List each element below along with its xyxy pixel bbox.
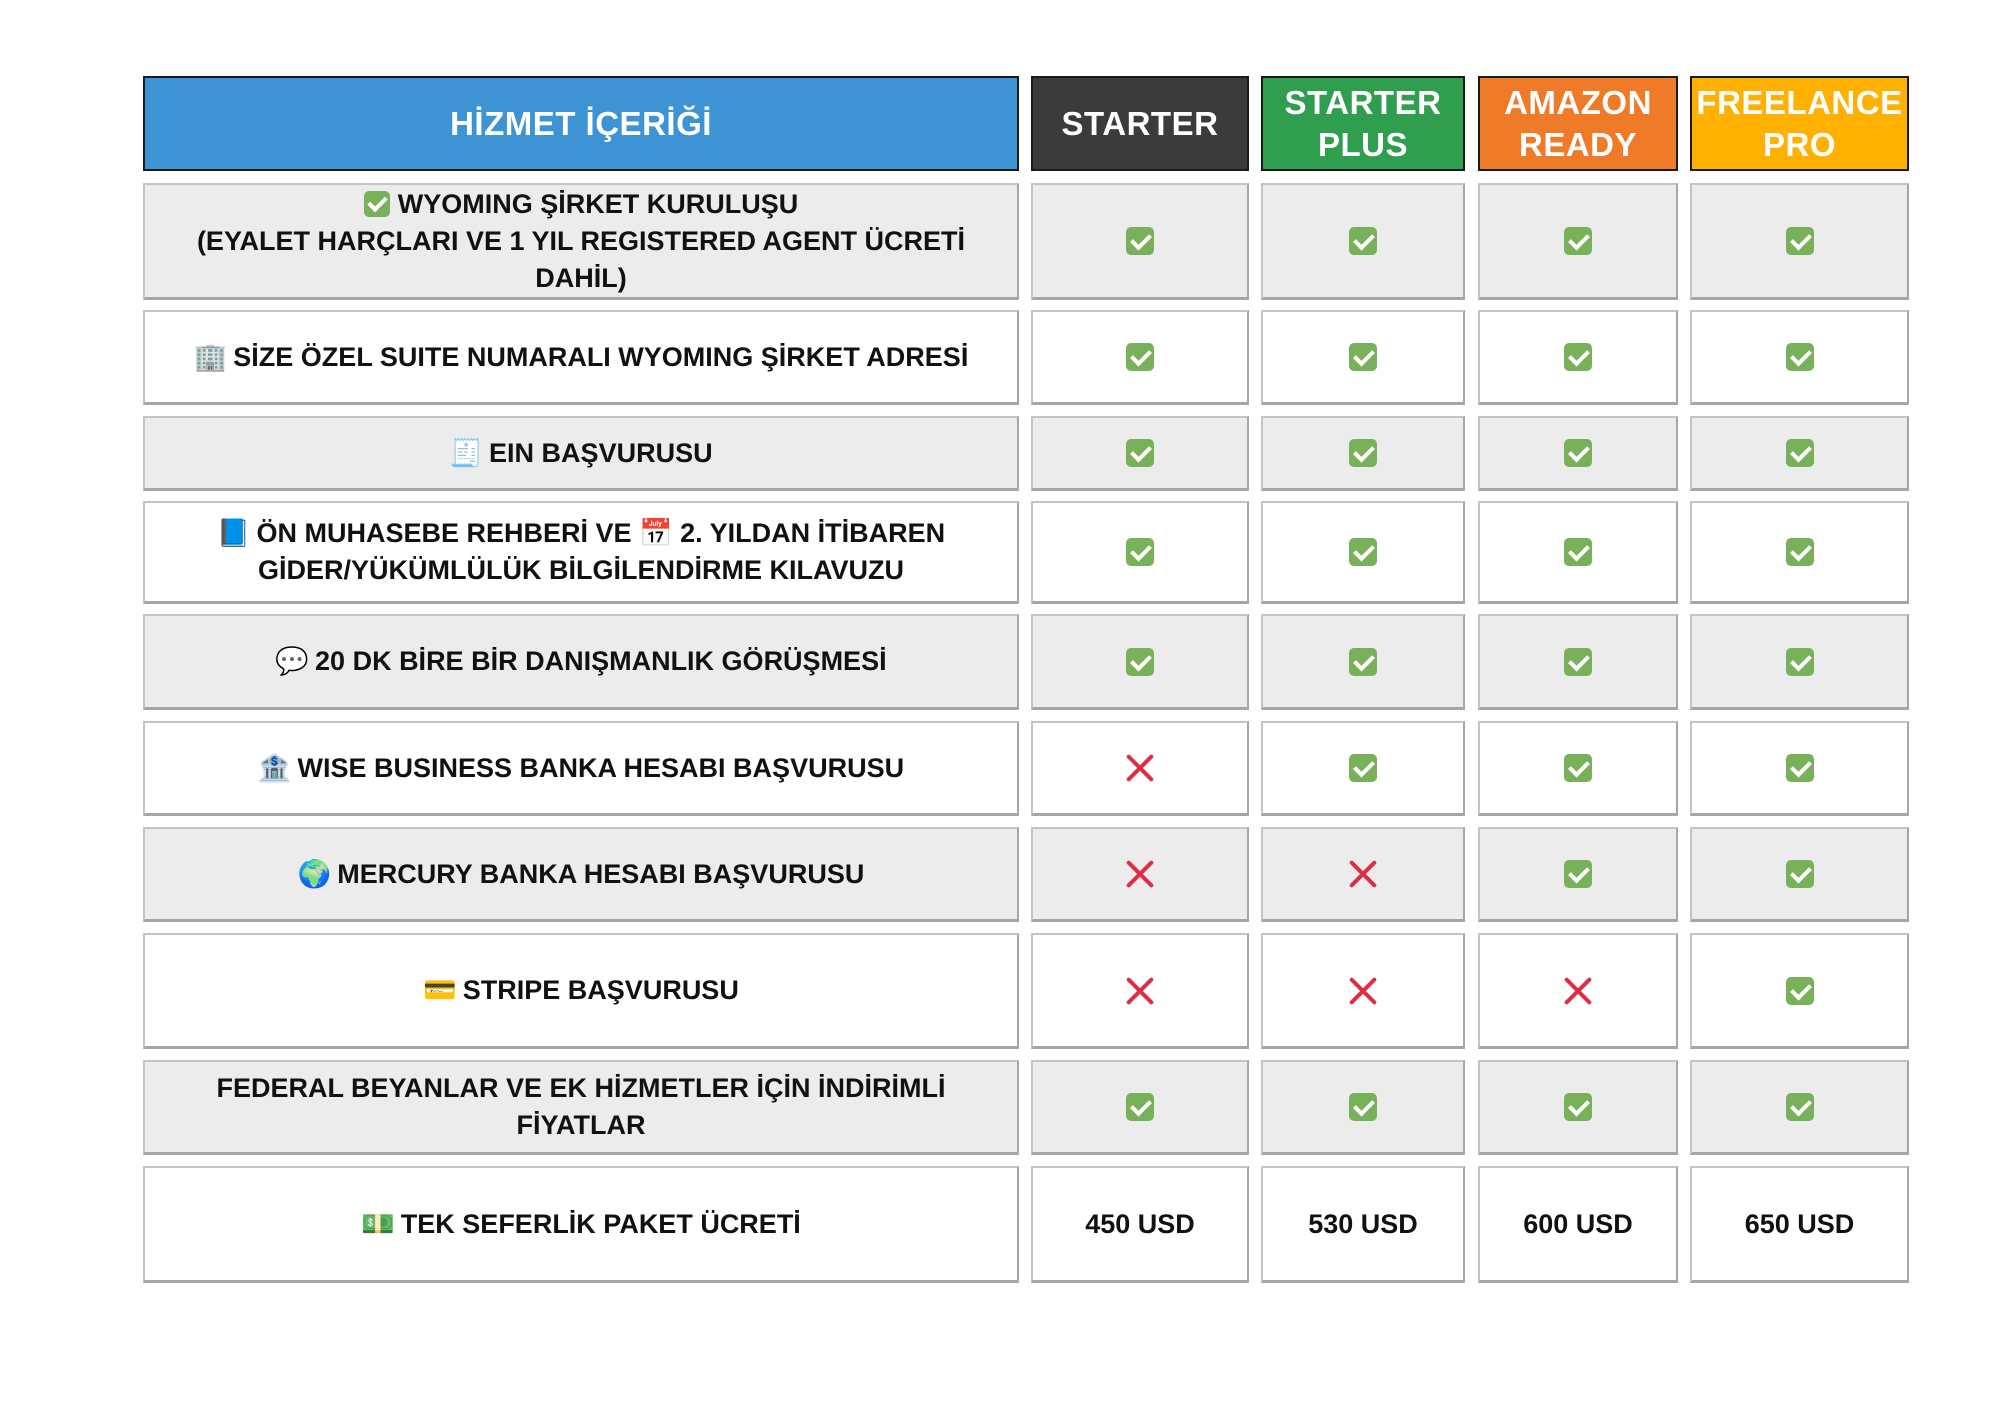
service-label-line xyxy=(361,1206,801,1243)
price-value: 650 USD xyxy=(1744,1208,1855,1239)
service-label-line xyxy=(449,435,712,472)
plan-name-line-1: FREELANCE xyxy=(1696,83,1903,121)
plan-cell xyxy=(1478,827,1678,922)
plan-cell xyxy=(1031,1166,1249,1283)
plan-name-line-1: AMAZON xyxy=(1504,83,1652,121)
book-icon: 📘 xyxy=(216,518,251,549)
service-label-text: FEDERAL BEYANLAR VE EK HİZMETLER İÇİN İNDİRİMLİ xyxy=(216,1073,946,1103)
price-value: 530 USD xyxy=(1308,1208,1418,1239)
check-mark-icon xyxy=(1786,343,1814,371)
check-mark-icon xyxy=(1349,439,1377,467)
service-label xyxy=(409,435,752,472)
plan-cell xyxy=(1261,501,1465,604)
check-mark-icon xyxy=(1786,1093,1814,1121)
plan-name xyxy=(1696,82,1902,166)
service-label-line xyxy=(258,750,904,787)
plan-cell xyxy=(1478,1060,1678,1155)
credit-card-icon: 💳 xyxy=(423,975,457,1006)
check-mark-icon xyxy=(1786,227,1814,255)
globe-icon: 🌍 xyxy=(297,858,332,890)
service-label-line xyxy=(194,339,969,376)
check-mark-icon xyxy=(1126,648,1154,676)
plan-cell xyxy=(1478,933,1678,1049)
plan-cell xyxy=(1478,501,1678,604)
service-label-text: MERCURY BANKA HESABI BAŞVURUSU xyxy=(337,858,865,889)
plan-cell xyxy=(1690,310,1909,405)
service-label xyxy=(177,515,985,589)
plan-cell xyxy=(1031,614,1249,710)
plan-cell xyxy=(1031,933,1249,1049)
plan-name-line-1: STARTER xyxy=(1061,104,1219,142)
service-cell xyxy=(143,933,1019,1049)
service-label xyxy=(218,750,944,787)
plan-name xyxy=(1285,82,1442,166)
plan-cell xyxy=(1261,1060,1465,1155)
service-cell xyxy=(143,827,1019,922)
document-icon: 🧾 xyxy=(449,437,484,469)
check-mark-icon xyxy=(1349,343,1377,371)
check-mark-icon xyxy=(1564,754,1592,782)
plan-cell xyxy=(1478,310,1678,405)
plan-cell xyxy=(1690,933,1909,1049)
plan-name xyxy=(1062,103,1219,145)
service-cell xyxy=(143,1166,1019,1283)
service-label xyxy=(258,856,905,893)
check-mark-icon xyxy=(1349,648,1377,676)
plan-name-line-2: PLUS xyxy=(1317,125,1408,163)
service-label-line xyxy=(197,186,965,223)
service-label-text: WYOMING ŞİRKET KURULUŞU xyxy=(397,188,799,219)
speech-bubble-icon: 💬 xyxy=(275,646,310,677)
header-plan-3 xyxy=(1690,76,1909,171)
plan-cell xyxy=(1478,183,1678,300)
service-label-text: WISE BUSINESS BANKA HESABI BAŞVURUSU xyxy=(297,752,905,783)
service-label-line xyxy=(298,856,865,893)
service-label-line xyxy=(423,972,739,1009)
header-service-content: HİZMET İÇERİĞİ xyxy=(143,76,1019,171)
check-mark-icon xyxy=(1786,977,1814,1005)
check-mark-icon xyxy=(1126,1093,1154,1121)
plan-cell xyxy=(1261,183,1465,300)
service-cell xyxy=(143,721,1019,816)
check-mark-icon xyxy=(1126,538,1154,566)
check-mark-icon xyxy=(1786,439,1814,467)
service-label xyxy=(176,1070,985,1144)
plan-cell xyxy=(1478,614,1678,710)
service-label-text: FİYATLAR xyxy=(516,1110,646,1140)
money-icon: 💵 xyxy=(361,1208,395,1240)
service-label-text: (EYALET HARÇLARI VE 1 YIL REGISTERED AGENT ÜCRETİ xyxy=(196,225,966,256)
plan-cell xyxy=(1690,1166,1909,1283)
check-mark-icon xyxy=(1564,860,1592,888)
plan-cell xyxy=(1690,183,1909,300)
plan-name xyxy=(1504,82,1652,166)
plan-cell xyxy=(1690,501,1909,604)
service-label-line xyxy=(217,515,945,552)
check-mark-icon xyxy=(1349,538,1377,566)
plan-cell xyxy=(1690,721,1909,816)
plan-name-line-2: READY xyxy=(1518,125,1638,163)
building-icon: 🏢 xyxy=(193,341,228,373)
service-label xyxy=(157,186,1005,297)
plan-cell xyxy=(1261,827,1465,922)
service-cell xyxy=(143,501,1019,604)
price-value: 450 USD xyxy=(1085,1208,1195,1239)
cross-mark-icon xyxy=(1125,753,1155,783)
header-plan-1 xyxy=(1261,76,1465,171)
service-cell xyxy=(143,310,1019,405)
service-cell xyxy=(143,183,1019,300)
service-cell xyxy=(143,1060,1019,1155)
price-value: 600 USD xyxy=(1523,1208,1633,1239)
plan-cell xyxy=(1031,721,1249,816)
check-mark-icon xyxy=(1564,227,1592,255)
plan-cell xyxy=(1261,614,1465,710)
check-mark-icon xyxy=(1786,538,1814,566)
service-cell xyxy=(143,416,1019,491)
plan-cell xyxy=(1478,721,1678,816)
check-mark-icon xyxy=(1349,1093,1377,1121)
service-label-line xyxy=(216,1107,945,1144)
service-label-text: STRIPE BAŞVURUSU xyxy=(462,975,739,1005)
plan-cell xyxy=(1261,416,1465,491)
check-mark-icon xyxy=(1564,439,1592,467)
check-mark-icon xyxy=(1564,648,1592,676)
plan-cell xyxy=(1261,310,1465,405)
plan-cell xyxy=(1690,614,1909,710)
cross-mark-icon xyxy=(1125,859,1155,889)
plan-cell xyxy=(1690,1060,1909,1155)
plan-name-line-1: STARTER xyxy=(1284,83,1442,121)
cross-mark-icon xyxy=(1563,976,1593,1006)
check-mark-icon xyxy=(1786,754,1814,782)
cross-mark-icon xyxy=(1125,976,1155,1006)
service-cell xyxy=(143,614,1019,710)
service-label-line xyxy=(217,552,945,589)
check-mark-icon xyxy=(1786,860,1814,888)
plan-cell xyxy=(1031,1060,1249,1155)
plan-cell xyxy=(1031,310,1249,405)
check-mark-icon xyxy=(1564,1093,1592,1121)
plan-cell xyxy=(1261,1166,1465,1283)
service-label xyxy=(383,972,779,1009)
plan-cell xyxy=(1031,416,1249,491)
check-mark-icon xyxy=(1349,227,1377,255)
plan-cell xyxy=(1031,501,1249,604)
service-label-text: SİZE ÖZEL SUITE NUMARALI WYOMING ŞİRKET ADRESİ xyxy=(233,341,969,372)
plan-cell xyxy=(1690,416,1909,491)
check-mark-icon xyxy=(1349,754,1377,782)
service-label-text: ÖN MUHASEBE REHBERİ VE 📅 2. YILDAN İTİBAREN xyxy=(256,518,946,548)
service-label-text: EIN BAŞVURUSU xyxy=(489,437,713,468)
service-label-line xyxy=(197,260,965,297)
bank-icon: 🏦 xyxy=(257,752,292,784)
plan-cell xyxy=(1478,1166,1678,1283)
plan-cell xyxy=(1478,416,1678,491)
service-label-text: 20 DK BİRE BİR DANIŞMANLIK GÖRÜŞMESİ xyxy=(315,646,887,676)
service-label xyxy=(321,1206,841,1243)
plan-cell xyxy=(1031,827,1249,922)
service-label-text: TEK SEFERLİK PAKET ÜCRETİ xyxy=(400,1208,801,1239)
header-plan-2 xyxy=(1478,76,1678,171)
plan-cell xyxy=(1261,933,1465,1049)
check-mark-icon xyxy=(1564,343,1592,371)
service-label-line xyxy=(216,1070,945,1107)
check-mark-icon xyxy=(1126,439,1154,467)
check-mark-icon xyxy=(1126,343,1154,371)
cross-mark-icon xyxy=(1348,976,1378,1006)
service-label xyxy=(154,339,1009,376)
plan-name-line-2: PRO xyxy=(1762,125,1836,163)
plan-cell xyxy=(1031,183,1249,300)
check-mark-icon xyxy=(1564,538,1592,566)
plan-cell xyxy=(1261,721,1465,816)
service-label-text: GİDER/YÜKÜMLÜLÜK BİLGİLENDİRME KILAVUZU xyxy=(258,555,904,585)
check-mark-icon xyxy=(1126,227,1154,255)
check-mark-icon xyxy=(1786,648,1814,676)
header-plan-0 xyxy=(1031,76,1249,171)
service-label xyxy=(235,643,926,680)
cross-mark-icon xyxy=(1348,859,1378,889)
check-mark-icon xyxy=(364,191,390,217)
service-label-line xyxy=(197,223,965,260)
service-label-text: DAHİL) xyxy=(535,262,627,293)
service-label-line xyxy=(275,643,886,680)
plan-cell xyxy=(1690,827,1909,922)
